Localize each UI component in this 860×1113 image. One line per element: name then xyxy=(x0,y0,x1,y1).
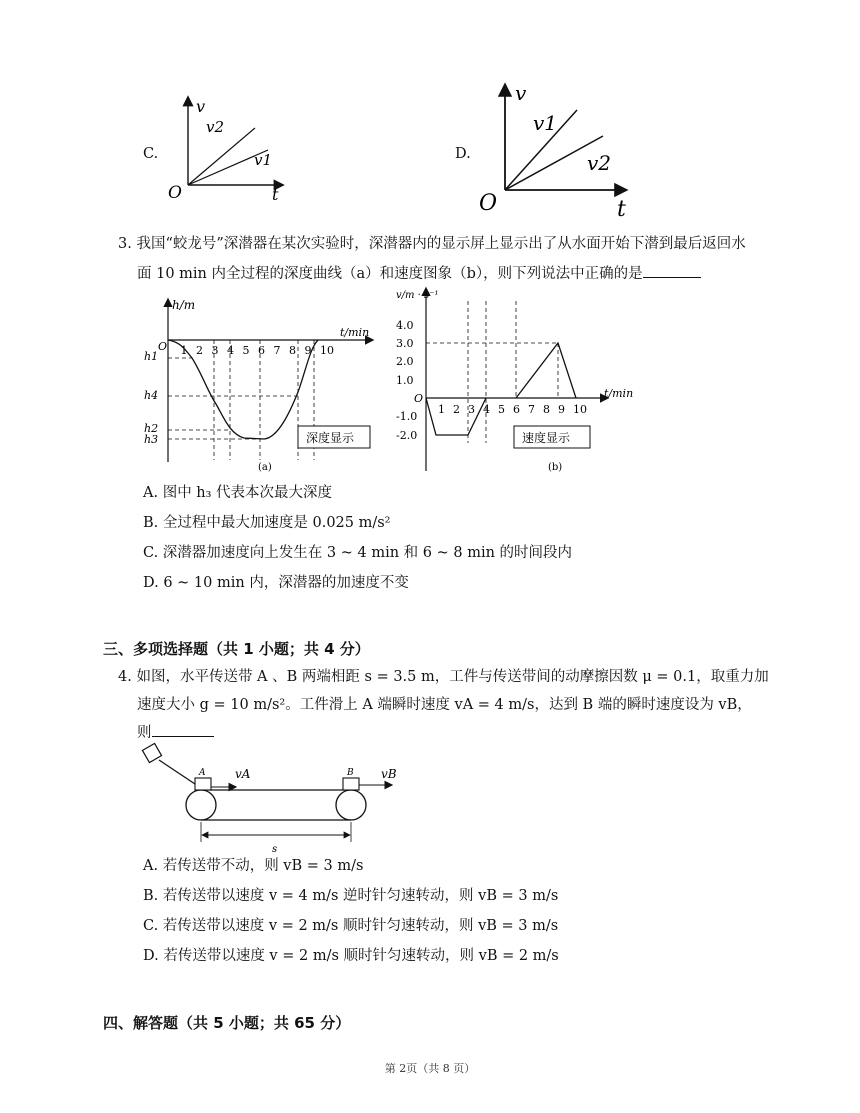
graph-d-upper-label: v1 xyxy=(533,111,558,135)
graph-d xyxy=(475,80,635,220)
section-3-title: 三、多项选择题（共 1 小题；共 4 分） xyxy=(103,640,370,658)
svg-text:t/min: t/min xyxy=(604,387,634,400)
svg-text:h2: h2 xyxy=(144,422,159,435)
svg-text:vA: vA xyxy=(235,767,251,781)
q3-option-c[interactable]: C. 深潜器加速度向上发生在 3 ~ 4 min 和 6 ~ 8 min 的时间段内 xyxy=(143,545,573,561)
page-footer: 第 2页（共 8 页） xyxy=(384,1062,476,1075)
graph-c-origin: O xyxy=(168,183,182,203)
fig-b-y-tick: -1.0 xyxy=(396,410,418,423)
q3-text-line2: 面 10 min 内全过程的深度曲线（a）和速度图象（b），则下列说法中正确的是 xyxy=(137,263,701,284)
graph-d-lower-label: v2 xyxy=(587,151,612,175)
svg-text:O: O xyxy=(158,340,168,353)
graph-d-t-axis: t xyxy=(617,197,626,220)
fig-a-x-tick: 10 xyxy=(320,344,334,357)
fig-b-y-tick: 1.0 xyxy=(396,374,414,387)
option-d-label: D. xyxy=(455,146,471,162)
q4-text-line3: 则 xyxy=(137,722,214,743)
q4-text-line1: 4. 如图，水平传送带 A 、B 两端相距 s = 3.5 m，工件与传送带间的动摩擦因数 μ = 0.1，取重力加 xyxy=(118,669,769,685)
fig-b-x-tick: 6 xyxy=(513,403,520,416)
fig-b-y-tick: 3.0 xyxy=(396,337,414,350)
svg-text:B: B xyxy=(347,768,354,778)
fig-b-x-tick: 8 xyxy=(543,403,550,416)
fig-b-x-tick: 3 xyxy=(468,403,475,416)
svg-text:(b): (b) xyxy=(548,462,563,473)
fig-b-y-tick: 4.0 xyxy=(396,319,414,332)
fig-a-x-tick: 2 xyxy=(196,344,203,357)
svg-text:h/m: h/m xyxy=(172,298,196,312)
fig-a-x-tick: 1 xyxy=(180,344,188,357)
svg-text:t/min: t/min xyxy=(340,326,370,339)
q4-option-d[interactable]: D. 若传送带以速度 v = 2 m/s 顺时针匀速转动，则 vB = 2 m/s xyxy=(143,948,559,964)
q3-option-b[interactable]: B. 全过程中最大加速度是 0.025 m/s² xyxy=(143,515,391,531)
graph-c-v-axis: v xyxy=(196,97,206,116)
fig-b-x-tick: 4 xyxy=(483,403,490,416)
q4-option-a[interactable]: A. 若传送带不动，则 vB = 3 m/s xyxy=(143,858,364,874)
q4-option-c[interactable]: C. 若传送带以速度 v = 2 m/s 顺时针匀速转动，则 vB = 3 m/s xyxy=(143,918,559,934)
fig-b-x-tick: 9 xyxy=(558,403,565,416)
q3-figure-b xyxy=(392,283,644,475)
option-c-label: C. xyxy=(143,146,159,162)
svg-text:v/m · s⁻¹: v/m · s⁻¹ xyxy=(396,290,439,301)
graph-c-lower-label: v1 xyxy=(254,151,273,169)
q4-option-b[interactable]: B. 若传送带以速度 v = 4 m/s 逆时针匀速转动，则 vB = 3 m/s xyxy=(143,888,559,904)
graph-c-t-axis: t xyxy=(272,185,279,204)
fig-a-x-tick: 4 xyxy=(227,344,234,357)
fig-b-x-tick: 1 xyxy=(438,403,445,416)
fig-b-y-tick: -2.0 xyxy=(396,429,418,442)
q4-text-line2: 速度大小 g = 10 m/s²。工件滑上 A 端瞬时速度 vA = 4 m/s，达到 B 端的瞬时速度设为 vB， xyxy=(137,697,752,713)
fig-b-y-tick: 2.0 xyxy=(396,355,414,368)
graph-c-upper-label: v2 xyxy=(206,118,225,136)
svg-text:A: A xyxy=(199,768,206,778)
fig-b-x-tick: 10 xyxy=(573,403,587,416)
q3-option-a[interactable]: A. 图中 h₃ 代表本次最大深度 xyxy=(143,485,333,501)
q3-text-line1: 3. 我国“蛟龙号”深潜器在某次实验时，深潜器内的显示屏上显示出了从水面开始下潜到最后返回水 xyxy=(118,236,746,252)
q4-conveyor-figure xyxy=(135,740,420,856)
graph-d-origin: O xyxy=(479,191,498,216)
fig-a-x-tick: 3 xyxy=(211,344,219,357)
fig-a-x-tick: 7 xyxy=(273,344,281,357)
fig-b-x-tick: 7 xyxy=(528,403,535,416)
svg-text:O: O xyxy=(414,392,424,405)
svg-text:h1: h1 xyxy=(144,350,159,363)
fig-a-x-tick: 8 xyxy=(289,344,296,357)
section-4-title: 四、解答题（共 5 小题；共 65 分） xyxy=(103,1014,351,1032)
svg-text:vB: vB xyxy=(381,767,397,781)
fig-a-x-tick: 9 xyxy=(304,344,312,357)
svg-text:(a): (a) xyxy=(258,462,272,473)
svg-text:h3: h3 xyxy=(144,433,159,446)
q3-figure-a xyxy=(140,292,380,474)
q3-option-d[interactable]: D. 6 ~ 10 min 内，深潜器的加速度不变 xyxy=(143,575,409,591)
graph-c xyxy=(160,90,290,215)
fig-b-x-tick: 2 xyxy=(453,403,460,416)
svg-text:深度显示: 深度显示 xyxy=(306,431,355,445)
svg-text:s: s xyxy=(272,844,278,855)
graph-d-v-axis: v xyxy=(515,81,527,105)
svg-text:速度显示: 速度显示 xyxy=(522,431,571,445)
fig-a-x-tick: 5 xyxy=(242,344,250,357)
svg-text:h4: h4 xyxy=(144,389,159,402)
fig-b-x-tick: 5 xyxy=(498,403,505,416)
fig-a-x-tick: 6 xyxy=(258,344,265,357)
